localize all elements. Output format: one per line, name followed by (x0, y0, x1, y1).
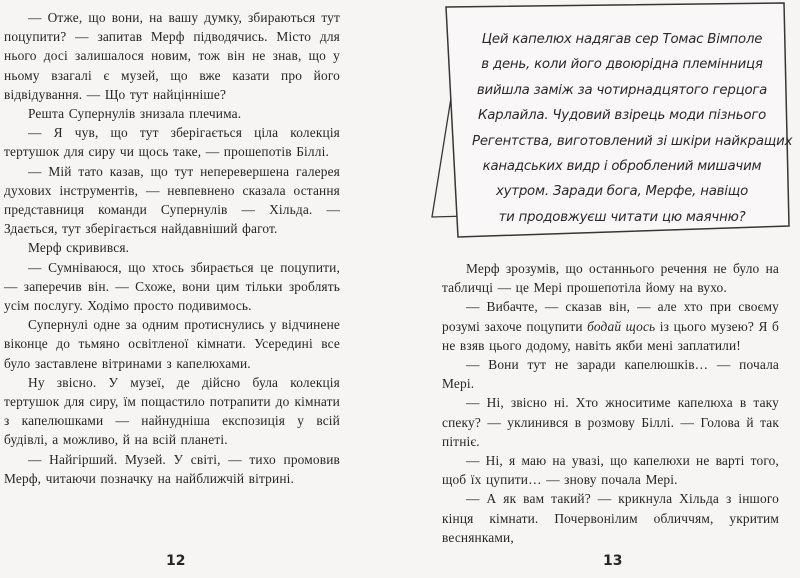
paragraph: — Вони тут не заради капелюшків… — почала Мері. (442, 357, 779, 392)
sign-line: Карлайла. Чудовий взірець моди пізнього (477, 108, 767, 124)
sign-line: вийшла заміж за чотирнадцятого герцога (476, 82, 768, 98)
emphasized-text: бодай щось (587, 318, 656, 334)
paragraph: — Мій тато казав, що тут неперевершена галерея духових інструментів, — невпевнено сказала остання представниця команди Супернулів — Хільда. — Здається, тут зберігається найдавніший фагот. (4, 163, 340, 237)
right-page-text (442, 259, 779, 547)
paragraph: — Я чув, що тут зберігається ціла колекція тертушок для сиру чи щось таке, — прошепотів Біллі. (4, 125, 340, 160)
paragraph: — Ні, я маю на увазі, що капелюхи не варті того, щоб їх цупити… — знову почала Мері. (442, 453, 779, 488)
paragraph: Ну звісно. У музеї, де дійсно була колекція тертушок для сиру, їм пощастило потрапити до кімнати з капелюшками — найнудніша експозиція у всій будівлі, а можливо, й на всій планеті. (4, 374, 340, 448)
paragraph (442, 297, 779, 355)
sign-line: Цей капелюх надягав сер Томас Вімполе (481, 32, 763, 47)
sign-line: в день, коли його двоюрідна племінниця (481, 57, 763, 73)
sign-text (472, 27, 793, 230)
paragraph: — Отже, що вони, на вашу думку, збираються тут поцупити? — запитав Мерф підводячись. Місто для нього досі залишалося новим, тож він не знав, що у ньому взагалі є музей, що вже казати про його відвідування. — Що тут найцінніше? (4, 10, 340, 102)
paragraph: Мерф зрозумів, що останнього речення не було на табличці — це Мері прошепотіла йому на вухо. (442, 261, 779, 296)
paragraph: — Ні, звісно ні. Хто жноситиме капелюха в таку спеку? — уклинився в розмову Біллі. — Голова й так пітніє. (442, 395, 779, 449)
left-page-text (4, 8, 340, 488)
paragraph: Супернулі одне за одним протиснулись у відчинене віконце до тьмяно освітленої кімнати. Усередині все було заставлене вітринами з капелюхами. (4, 317, 340, 371)
text-run: — Вибачте, — сказав він, — але хто при своєму розумі захоче поцупити (442, 299, 779, 334)
page-number-right: 13 (603, 553, 623, 569)
text-run: із цього музею? Я б не взяв цього додому, навіть якби мені заплатили! (442, 318, 780, 353)
sign-line: канадських видр і оброблений мишачим (482, 159, 762, 175)
paragraph: Мерф скривився. (28, 240, 130, 256)
paragraph: — А як вам такий? — крикнула Хільда з іншого кінця кімнати. Почервонілим обличчям, укритим веснянками, (442, 491, 779, 545)
paragraph: — Найгірший. Музей. У світі, — тихо промовив Мерф, читаючи позначку на найближчій вітрині. (4, 451, 340, 486)
page-number-left: 12 (166, 553, 186, 569)
paragraph: Решта Супернулів знизала плечима. (28, 106, 242, 122)
sign-line: Регентства, виготовлений зі шкіри найкращих (472, 133, 793, 149)
museum-sign-illustration (420, 0, 800, 250)
sign-line: ти продовжуєш читати цю маячню? (498, 209, 746, 225)
paragraph: — Сумніваюся, що хтось збирається це поцупити, — заперечив він. — Схоже, вони цим тільки зроблять усім послугу. Ходімо просто подивимось. (4, 259, 340, 314)
sign-line: хутром. Заради бога, Мерфе, навіщо (495, 184, 749, 200)
